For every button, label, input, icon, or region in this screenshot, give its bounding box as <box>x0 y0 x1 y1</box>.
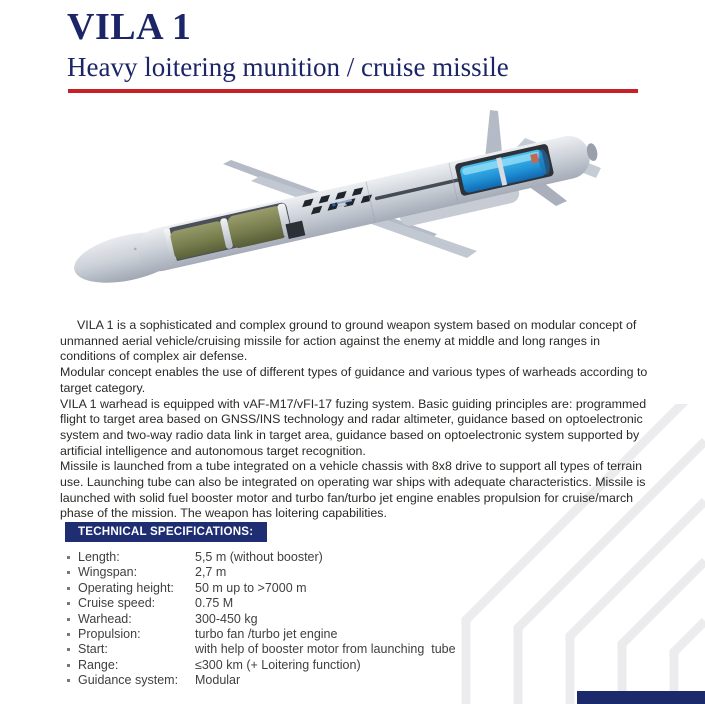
missile-cutaway-illustration <box>55 105 655 310</box>
spec-row-cruise-speed: Cruise speed: 0.75 M <box>78 596 234 611</box>
description-paragraph: Modular concept enables the use of different types of guidance and various types of warheads according to target category. <box>60 365 648 395</box>
footer-accent-bar <box>577 691 705 704</box>
spec-row-operating-height: Operating height: 50 m up to >7000 m <box>78 580 307 595</box>
specifications-list <box>66 550 626 689</box>
spec-row-range: Range: ≤300 km (+ Loitering function) <box>78 657 361 672</box>
description-paragraph: Missile is launched from a tube integrated on a vehicle chassis with 8x8 drive to support all types of terrain use. Launching tube can also be integrated on operating war ships with adequate characteristics. Missile is launched with solid fuel booster motor and turbo fan/turbo jet engine enables propulsion for cruise/march phase of the mission. The weapon has loitering capabilities. <box>60 459 646 521</box>
spec-row-propulsion: Propulsion: turbo fan /turbo jet engine <box>78 627 338 642</box>
description-paragraph: VILA 1 warhead is equipped with vAF-M17/vFI-17 fuzing system. Basic guiding principles are: programmed flight to target area based on GNSS/INS technology and radar altimeter, guidance based on optoelectronic system and two-way radio data link in target area, guidance based on optoelectronic system supported by artificial intelligence and autonomous target recognition. <box>60 396 647 458</box>
description-text <box>60 318 651 522</box>
technical-specifications-header: TECHNICAL SPECIFICATIONS: <box>65 522 267 542</box>
spec-row-warhead: Warhead: 300-450 kg <box>78 611 258 626</box>
page-subtitle: Heavy loitering munition / cruise missile <box>67 52 509 82</box>
spec-row-guidance-system: Guidance system: Modular <box>78 673 241 688</box>
fuselage <box>69 130 604 300</box>
spec-row-wingspan: Wingspan: 2,7 m <box>78 565 227 580</box>
page-title: VILA 1 <box>67 6 192 48</box>
red-divider-rule <box>68 89 638 93</box>
description-paragraph: VILA 1 is a sophisticated and complex ground to ground weapon system based on modular concept of unmanned aerial vehicle/cruising missile for action against the enemy at middle and long ranges in conditions of complex air defense. <box>60 318 637 364</box>
spec-row-length: Length: 5,5 m (without booster) <box>78 550 323 564</box>
spec-row-start: Start: with help of booster motor from launching tube <box>78 642 456 657</box>
